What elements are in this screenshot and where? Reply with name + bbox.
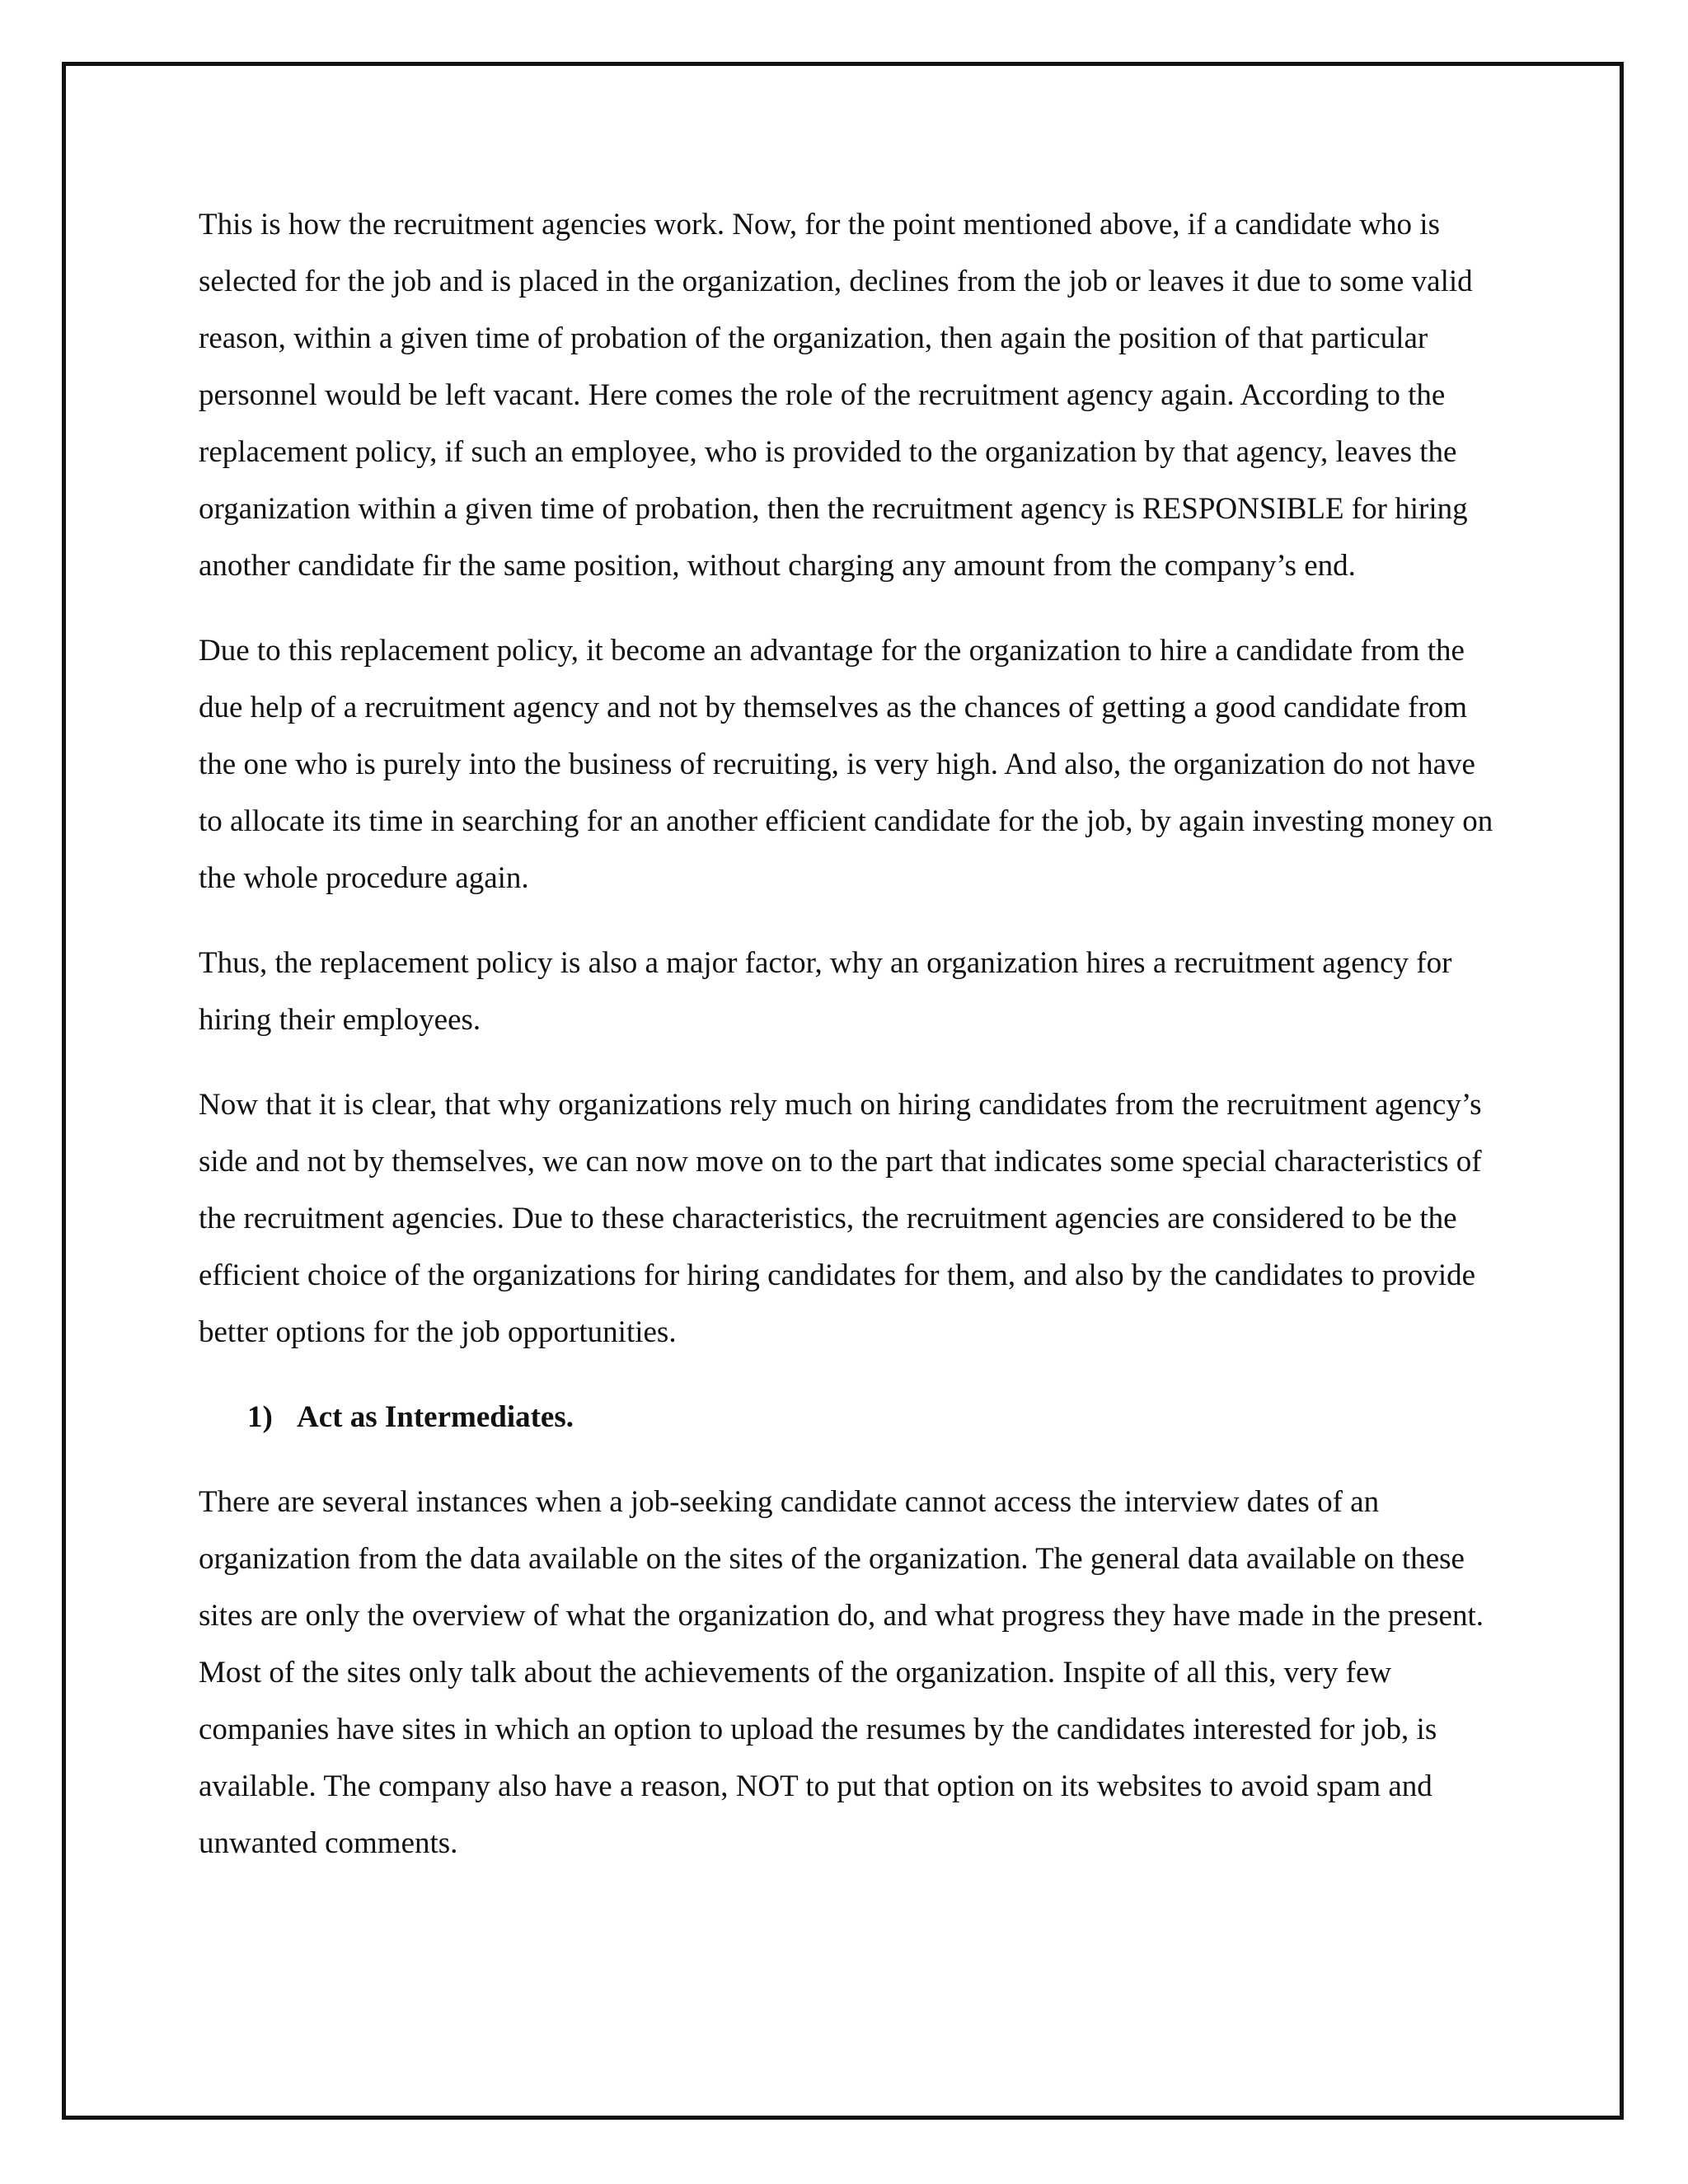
- paragraph-intermediates: There are several instances when a job-seeking candidate cannot access the interview dates of an organization from the data available on the sites of the organization. The general data available on these sites are only the overview of what the organization do, and what progress they have made in the present. Most of the sites only talk about the achievements of the organization. Inspite of all this, very few companies have sites in which an option to upload the resumes by the candidates interested for job, is available. The company also have a reason, NOT to put that option on its websites to avoid spam and unwanted comments.: [199, 1485, 1484, 1860]
- paragraph-major-factor: Thus, the replacement policy is also a major factor, why an organization hires a recruitment agency for hiring their employees.: [199, 946, 1452, 1037]
- section-title: Act as Intermediates.: [297, 1400, 574, 1434]
- paragraph-advantage: Due to this replacement policy, it become an advantage for the organization to hire a candidate from the due help of a recruitment agency and not by themselves as the chances of getting a good candidate from the one who is purely into the business of recruiting, is very high. And also, the organization do not have to allocate its time in searching for an another efficient candidate for the job, by again investing money on the whole procedure again.: [199, 634, 1493, 895]
- section-number: 1): [247, 1400, 273, 1434]
- paragraph-replacement-policy: This is how the recruitment agencies work. Now, for the point mentioned above, if a candidate who is selected for the job and is placed in the organization, declines from the job or leaves it due to some valid reason, within a given time of probation of the organization, then again the position of that particular personnel would be left vacant. Here comes the role of the recruitment agency again. According to the replacement policy, if such an employee, who is provided to the organization by that agency, leaves the organization within a given time of probation, then the recruitment agency is RESPONSIBLE for hiring another candidate fir the same position, without charging any amount from the company’s end.: [199, 208, 1473, 583]
- section-heading: [199, 1389, 1505, 1446]
- document-body: [199, 196, 1505, 1900]
- paragraph-characteristics: Now that it is clear, that why organizations rely much on hiring candidates from the recruitment agency’s side and not by themselves, we can now move on to the part that indicates some special characteristics of the recruitment agencies. Due to these characteristics, the recruitment agencies are considered to be the efficient choice of the organizations for hiring candidates for them, and also by the candidates to provide better options for the job opportunities.: [199, 1088, 1482, 1349]
